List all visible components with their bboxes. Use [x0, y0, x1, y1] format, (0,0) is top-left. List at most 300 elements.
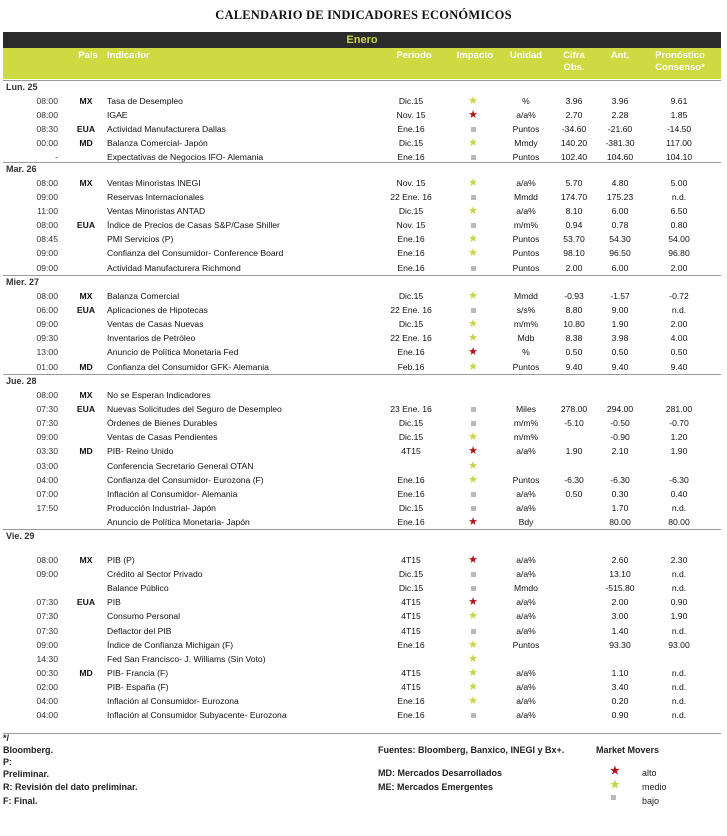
table-row	[0, 595, 727, 609]
cifra-cell: -5.10	[564, 418, 584, 428]
footnote-r: R: Revisión del dato preliminar.	[3, 782, 138, 792]
table-row	[0, 190, 727, 204]
pronostico-cell: 80.00	[668, 517, 690, 527]
footnote-preliminar: Preliminar.	[3, 769, 50, 779]
indicator-cell: PIB (P)	[107, 555, 135, 565]
country-cell: EUA	[76, 597, 96, 607]
ant-cell: 2.60	[611, 555, 629, 565]
impact-cell	[462, 94, 484, 108]
unit-cell: m/m%	[513, 432, 539, 442]
impact-low-square-icon	[471, 195, 476, 200]
indicator-cell: Inventarios de Petróleo	[107, 333, 196, 343]
unit-cell: m/m%	[513, 319, 539, 329]
impact-high-star-icon: ★	[468, 346, 478, 358]
table-row	[0, 345, 727, 359]
indicator-cell: PIB	[107, 597, 121, 607]
impact-cell	[462, 515, 484, 529]
period-cell: Dic.15	[398, 418, 424, 428]
header-impacto: Impacto	[456, 50, 494, 61]
impact-cell	[462, 680, 484, 694]
ant-cell: 0.90	[611, 710, 629, 720]
unit-cell: a/a%	[516, 710, 536, 720]
impact-medium-star-icon: ★	[468, 233, 478, 245]
ant-cell: 3.98	[611, 333, 629, 343]
table-row	[0, 136, 727, 150]
day-divider	[3, 162, 721, 163]
indicator-cell: PIB- Francia (F)	[107, 668, 169, 678]
ant-cell: 1.10	[611, 668, 629, 678]
country-cell: MD	[79, 668, 93, 678]
pronostico-cell: 9.40	[670, 362, 688, 372]
pronostico-cell: 54.00	[668, 234, 690, 244]
unit-cell: a/a%	[516, 626, 536, 636]
unit-cell: Mdb	[517, 333, 535, 343]
impact-low-square-icon	[471, 586, 476, 591]
unit-cell: a/a%	[516, 489, 536, 499]
country-cell: EUA	[76, 404, 96, 414]
legend-alto-icon: ★	[610, 765, 620, 777]
period-cell: Dic.15	[398, 96, 424, 106]
header-indicador: Indicador	[107, 50, 150, 61]
impact-medium-star-icon: ★	[468, 695, 478, 707]
month-banner: Enero	[3, 32, 721, 48]
legend-medio-label: medio	[642, 782, 667, 792]
ant-cell: 294.00	[606, 404, 634, 414]
period-cell: Dic.15	[398, 503, 424, 513]
table-row	[0, 246, 727, 260]
cifra-cell: 102.40	[560, 152, 588, 162]
unit-cell: Mmdd	[514, 192, 538, 202]
time-cell: 07:30	[36, 597, 58, 607]
period-cell: Ene.16	[397, 347, 425, 357]
pronostico-cell: 6.50	[670, 206, 688, 216]
unit-cell: Puntos	[512, 234, 540, 244]
time-cell: 07:30	[36, 611, 58, 621]
indicator-cell: Aplicaciones de Hipotecas	[107, 305, 208, 315]
table-row	[0, 430, 727, 444]
period-cell: Nov. 15	[396, 178, 426, 188]
impact-low-square-icon	[471, 127, 476, 132]
time-cell: 04:00	[36, 710, 58, 720]
unit-cell: Puntos	[512, 152, 540, 162]
cifra-cell: 53.70	[563, 234, 585, 244]
time-cell: 03:30	[36, 446, 58, 456]
impact-low-square-icon	[471, 629, 476, 634]
ant-cell: 175.23	[606, 192, 634, 202]
table-row	[0, 567, 727, 581]
table-row	[0, 176, 727, 190]
impact-cell	[462, 459, 484, 473]
pronostico-cell: -0.70	[669, 418, 689, 428]
country-cell: MX	[79, 96, 93, 106]
table-row	[0, 94, 727, 108]
impact-cell	[462, 218, 484, 232]
time-cell: 09:00	[36, 640, 58, 650]
time-cell: -	[55, 152, 58, 162]
ant-cell: 2.00	[611, 597, 629, 607]
legend-alto-label: alto	[642, 768, 657, 778]
ant-cell: 9.00	[611, 305, 629, 315]
impact-cell	[462, 360, 484, 374]
impact-cell	[462, 303, 484, 317]
pronostico-cell: n.d.	[671, 626, 687, 636]
legend-bajo-label: bajo	[642, 796, 660, 806]
period-cell: 4T15	[401, 555, 421, 565]
impact-high-star-icon: ★	[468, 516, 478, 528]
impact-cell	[462, 595, 484, 609]
period-cell: Ene.16	[397, 517, 425, 527]
ant-cell: 1.90	[611, 319, 629, 329]
impact-medium-star-icon: ★	[468, 639, 478, 651]
pronostico-cell: 1.90	[670, 611, 688, 621]
time-cell: 08:00	[36, 291, 58, 301]
time-cell: 17:50	[36, 503, 58, 513]
pronostico-cell: 5.00	[670, 178, 688, 188]
footer-divider	[3, 733, 721, 734]
ant-cell: -6.30	[610, 475, 630, 485]
ant-cell: 54.30	[609, 234, 631, 244]
table-row	[0, 204, 727, 218]
pronostico-cell: 2.30	[670, 555, 688, 565]
header-pais: País	[78, 50, 98, 61]
period-cell: Ene.16	[397, 234, 425, 244]
indicator-cell: Inflación al Consumidor- Eurozona	[107, 696, 239, 706]
pronostico-cell: -0.72	[669, 291, 689, 301]
cifra-cell: 0.94	[565, 220, 583, 230]
time-cell: 07:00	[36, 489, 58, 499]
ant-cell: 3.00	[611, 611, 629, 621]
indicator-cell: Nuevas Solicitudes del Seguro de Desempleo	[107, 404, 282, 414]
time-cell: 00:00	[36, 138, 58, 148]
indicator-cell: PIB- España (F)	[107, 682, 169, 692]
country-cell: MX	[79, 178, 93, 188]
footnote-fuentes: Fuentes: Bloomberg, Banxico, INEGI y Bx+.	[378, 745, 565, 755]
time-cell: 02:00	[36, 682, 58, 692]
footnote-f: F: Final.	[3, 796, 38, 806]
unit-cell: a/a%	[516, 446, 536, 456]
cifra-cell: 3.96	[565, 96, 583, 106]
impact-medium-star-icon: ★	[468, 205, 478, 217]
impact-high-star-icon: ★	[468, 596, 478, 608]
period-cell: Ene.16	[397, 489, 425, 499]
cifra-cell: 5.70	[565, 178, 583, 188]
ant-cell: -0.90	[610, 432, 630, 442]
indicator-cell: Balanza Comercial	[107, 291, 180, 301]
table-row	[0, 501, 727, 515]
period-cell: Ene.16	[397, 475, 425, 485]
pronostico-cell: n.d.	[671, 503, 687, 513]
table-row	[0, 232, 727, 246]
indicator-cell: Confianza del Consumidor GFK- Alemania	[107, 362, 269, 372]
time-cell: 09:00	[36, 569, 58, 579]
period-cell: 22 Ene. 16	[390, 192, 432, 202]
impact-cell	[462, 331, 484, 345]
unit-cell: Puntos	[512, 362, 540, 372]
country-cell: MD	[79, 446, 93, 456]
cifra-cell: 1.90	[565, 446, 583, 456]
ant-cell: 6.00	[611, 263, 629, 273]
table-row	[0, 317, 727, 331]
pronostico-cell: 281.00	[665, 404, 693, 414]
cifra-cell: -34.60	[561, 124, 587, 134]
time-cell: 08:00	[36, 390, 58, 400]
time-cell: 07:30	[36, 418, 58, 428]
unit-cell: Puntos	[512, 263, 540, 273]
legend-bajo-icon	[611, 792, 616, 802]
ant-cell: 96.50	[609, 248, 631, 258]
indicator-cell: No se Esperan Indicadores	[107, 390, 211, 400]
indicator-cell: Ventas Minoristas ANTAD	[107, 206, 206, 216]
impact-medium-star-icon: ★	[468, 460, 478, 472]
impact-low-square-icon	[471, 223, 476, 228]
ant-cell: -515.80	[605, 583, 635, 593]
footnote-bloomberg: Bloomberg.	[3, 745, 54, 755]
time-cell: 08:00	[36, 555, 58, 565]
cifra-cell: 8.10	[565, 206, 583, 216]
cifra-cell: 10.80	[563, 319, 585, 329]
pronostico-cell: n.d.	[671, 710, 687, 720]
country-cell: EUA	[76, 124, 96, 134]
cifra-cell: 2.70	[565, 110, 583, 120]
impact-cell	[462, 609, 484, 623]
table-row	[0, 553, 727, 567]
footnote-me: ME: Mercados Emergentes	[378, 782, 494, 792]
impact-cell	[462, 136, 484, 150]
impact-low-square-icon	[471, 308, 476, 313]
unit-cell: a/a%	[516, 555, 536, 565]
header-ant: Ant.	[610, 50, 630, 61]
time-cell: 08:00	[36, 220, 58, 230]
table-row	[0, 331, 727, 345]
unit-cell: a/a%	[516, 178, 536, 188]
legend-medio-icon: ★	[610, 779, 620, 791]
unit-cell: a/a%	[516, 682, 536, 692]
period-cell: Dic.15	[398, 206, 424, 216]
unit-cell: Puntos	[512, 640, 540, 650]
table-row	[0, 444, 727, 458]
table-row	[0, 666, 727, 680]
impact-cell	[462, 204, 484, 218]
time-cell: 08:30	[36, 124, 58, 134]
period-cell: 4T15	[401, 668, 421, 678]
impact-cell	[462, 176, 484, 190]
day-divider	[3, 374, 721, 375]
cifra-cell: 9.40	[565, 362, 583, 372]
table-header	[3, 48, 721, 79]
cifra-cell: 98.10	[563, 248, 585, 258]
country-cell: EUA	[76, 305, 96, 315]
ant-cell: 3.40	[611, 682, 629, 692]
impact-cell	[462, 430, 484, 444]
impact-cell	[462, 652, 484, 666]
impact-cell	[462, 416, 484, 430]
indicator-cell: Expectativas de Negocios IFO- Alemania	[107, 152, 264, 162]
impact-cell	[462, 345, 484, 359]
period-cell: Dic.15	[398, 319, 424, 329]
pronostico-cell: 96.80	[668, 248, 690, 258]
footnote-p: P:	[3, 757, 12, 767]
cifra-cell: 0.50	[565, 347, 583, 357]
unit-cell: Puntos	[512, 248, 540, 258]
impact-cell	[462, 289, 484, 303]
period-cell: Dic.15	[398, 583, 424, 593]
ant-cell: 2.10	[611, 446, 629, 456]
ant-cell: -1.57	[610, 291, 630, 301]
time-cell: 07:30	[36, 626, 58, 636]
table-row	[0, 402, 727, 416]
ant-cell: 0.50	[611, 347, 629, 357]
ant-cell: 1.70	[611, 503, 629, 513]
indicator-cell: Actividad Manufacturera Richmond	[107, 263, 241, 273]
impact-cell	[462, 317, 484, 331]
indicator-cell: Ventas Minoristas INEGI	[107, 178, 201, 188]
unit-cell: Mmdy	[514, 138, 538, 148]
table-row	[0, 638, 727, 652]
period-cell: Ene.16	[397, 124, 425, 134]
country-cell: MX	[79, 291, 93, 301]
period-cell: 22 Ene. 16	[390, 305, 432, 315]
cifra-cell: 174.70	[560, 192, 588, 202]
unit-cell: a/a%	[516, 206, 536, 216]
ant-cell: -0.50	[610, 418, 630, 428]
time-cell: 09:00	[36, 192, 58, 202]
impact-medium-star-icon: ★	[468, 137, 478, 149]
impact-medium-star-icon: ★	[468, 361, 478, 373]
indicator-cell: Balance Público	[107, 583, 169, 593]
pronostico-cell: -6.30	[669, 475, 689, 485]
impact-cell	[462, 708, 484, 722]
pronostico-cell: n.d.	[671, 569, 687, 579]
impact-high-star-icon: ★	[468, 554, 478, 566]
impact-medium-star-icon: ★	[468, 431, 478, 443]
ant-cell: -381.30	[605, 138, 635, 148]
period-cell: Ene.16	[397, 152, 425, 162]
ant-cell: 4.80	[611, 178, 629, 188]
ant-cell: 13.10	[609, 569, 631, 579]
cifra-cell: 278.00	[560, 404, 588, 414]
impact-low-square-icon	[471, 506, 476, 511]
header-pronostico: Pronóstico Consenso*	[655, 50, 705, 73]
indicator-cell: Anuncio de Política Monetaria- Japón	[107, 517, 250, 527]
impact-medium-star-icon: ★	[468, 247, 478, 259]
indicator-cell: Conferencia Secretario General OTAN	[107, 461, 254, 471]
period-cell: 23 Ene. 16	[390, 404, 432, 414]
indicator-cell: Tasa de Desempleo	[107, 96, 183, 106]
period-cell: Feb.16	[397, 362, 425, 372]
cifra-cell: 140.20	[560, 138, 588, 148]
indicator-cell: Confianza del Consumidor- Eurozona (F)	[107, 475, 264, 485]
pronostico-cell: n.d.	[671, 668, 687, 678]
legend-title: Market Movers	[596, 745, 660, 755]
pronostico-cell: 4.00	[670, 333, 688, 343]
pronostico-cell: n.d.	[671, 696, 687, 706]
cifra-cell: -0.93	[564, 291, 584, 301]
table-row	[0, 261, 727, 275]
impact-cell	[462, 666, 484, 680]
table-row	[0, 515, 727, 529]
pronostico-cell: 2.00	[670, 319, 688, 329]
period-cell: Ene.16	[397, 263, 425, 273]
time-cell: 08:00	[36, 178, 58, 188]
impact-low-square-icon	[471, 492, 476, 497]
footnote-star: */	[3, 733, 10, 743]
ant-cell: 93.30	[609, 640, 631, 650]
table-row	[0, 459, 727, 473]
impact-medium-star-icon: ★	[468, 318, 478, 330]
unit-cell: a/a%	[516, 569, 536, 579]
indicator-cell: Índice de Precios de Casas S&P/Case Shiller	[107, 220, 280, 230]
ant-cell: 0.30	[611, 489, 629, 499]
unit-cell: Miles	[515, 404, 537, 414]
indicator-cell: PIB- Reino Unido	[107, 446, 174, 456]
cifra-cell: 0.50	[565, 489, 583, 499]
impact-medium-star-icon: ★	[468, 610, 478, 622]
indicator-cell: Anuncio de Política Monetaria Fed	[107, 347, 239, 357]
cifra-cell: 8.80	[565, 305, 583, 315]
table-row	[0, 473, 727, 487]
indicator-cell: Ventas de Casas Nuevas	[107, 319, 204, 329]
time-cell: 08:00	[36, 96, 58, 106]
impact-low-square-icon	[471, 266, 476, 271]
unit-cell: a/a%	[516, 597, 536, 607]
pronostico-cell: 1.85	[670, 110, 688, 120]
indicator-cell: Consumo Personal	[107, 611, 181, 621]
unit-cell: %	[522, 347, 530, 357]
time-cell: 09:00	[36, 432, 58, 442]
table-row	[0, 624, 727, 638]
impact-low-square-icon	[471, 713, 476, 718]
unit-cell: m/m%	[513, 220, 539, 230]
table-row	[0, 680, 727, 694]
impact-cell	[462, 581, 484, 595]
pronostico-cell: 0.90	[670, 597, 688, 607]
day-divider	[3, 80, 721, 81]
impact-cell	[462, 624, 484, 638]
table-row	[0, 652, 727, 666]
indicator-cell: Balanza Comercial- Japón	[107, 138, 208, 148]
impact-cell	[462, 473, 484, 487]
day-divider	[3, 275, 721, 276]
impact-cell	[462, 232, 484, 246]
impact-low-square-icon	[471, 572, 476, 577]
country-cell: MD	[79, 138, 93, 148]
ant-cell: 6.00	[611, 206, 629, 216]
table-row	[0, 122, 727, 136]
unit-cell: Puntos	[512, 124, 540, 134]
country-cell: MX	[79, 555, 93, 565]
unit-cell: s/s%	[516, 305, 536, 315]
period-cell: Dic.15	[398, 432, 424, 442]
pronostico-cell: -14.50	[666, 124, 692, 134]
table-row	[0, 303, 727, 317]
impact-cell	[462, 246, 484, 260]
indicator-cell: IGAE	[107, 110, 128, 120]
day-label: Mar. 26	[6, 164, 37, 174]
pronostico-cell: 104.10	[665, 152, 693, 162]
unit-cell: Puntos	[512, 475, 540, 485]
pronostico-cell: 0.50	[670, 347, 688, 357]
time-cell: 07:30	[36, 404, 58, 414]
time-cell: 03:00	[36, 461, 58, 471]
period-cell: Dic.15	[398, 569, 424, 579]
pronostico-cell: 9.61	[670, 96, 688, 106]
period-cell: Ene.16	[397, 640, 425, 650]
unit-cell: Mmdo	[514, 583, 538, 593]
unit-cell: a/a%	[516, 668, 536, 678]
header-cifra: Cifra Obs.	[563, 50, 585, 73]
impact-cell	[462, 553, 484, 567]
indicator-cell: Crédito al Sector Privado	[107, 569, 203, 579]
